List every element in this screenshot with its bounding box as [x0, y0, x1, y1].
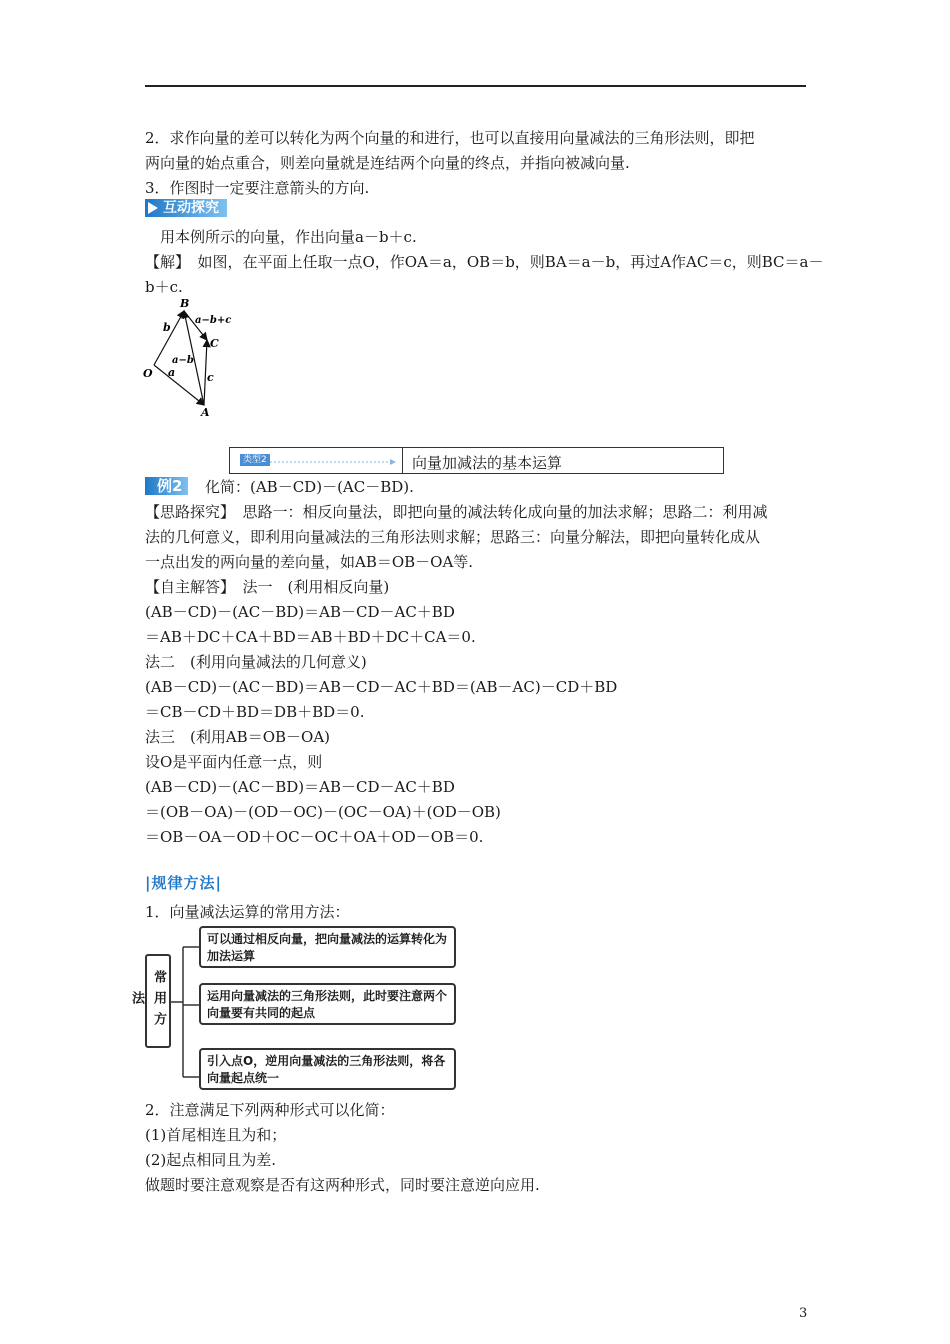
- page-number: 3: [799, 1306, 808, 1321]
- interactive-solution-line-2: b＋c.: [145, 278, 183, 296]
- intro-line-1: 2．求作向量的差可以转化为两个向量的和进行，也可以直接用向量减法的三角形法则，即把: [145, 129, 755, 147]
- solution-line-14: ＝OB－OA－OD＋OC－OC＋OA＋OD－OB＝0.: [145, 828, 484, 846]
- label-amb: a−b: [172, 355, 194, 366]
- solution-line-9: ＝CB－CD＋BD＝DB＋BD＝0.: [145, 703, 365, 721]
- label-ambpc: a−b+c: [195, 315, 232, 326]
- diagram-box-1: 可以通过相反向量，把向量减法的运算转化为加法运算: [199, 926, 456, 968]
- solution-line-13: ＝(OB－OA)－(OD－OC)－(OC－OA)＋(OD－OB): [145, 803, 501, 821]
- header-rule: [145, 85, 806, 87]
- law-heading-text: 规律方法: [151, 874, 216, 892]
- intro-line-2: 两向量的始点重合，则差向量就是连结两个向量的终点，并指向被减向量.: [145, 154, 630, 172]
- solution-line-10: 法三 (利用AB＝OB－OA): [145, 728, 331, 746]
- label-C: C: [210, 337, 219, 350]
- vector-figure: [140, 295, 250, 420]
- example-question: 化简：(AB－CD)－(AC－BD).: [205, 478, 414, 496]
- interactive-solution-line-1: 【解】 如图，在平面上任取一点O，作OA＝a，OB＝b，则BA＝a－b，再过A作AC＝c，则BC＝a－: [145, 253, 824, 271]
- law-heading: |规律方法|: [145, 874, 222, 892]
- solution-line-6: ＝AB＋DC＋CA＋BD＝AB＋BD＋DC＋CA＝0.: [145, 628, 476, 646]
- type-box: [229, 447, 724, 474]
- type-box-divider: [402, 448, 403, 473]
- label-B: B: [180, 297, 190, 310]
- law-line-2: 2．注意满足下列两种形式可以化简：: [145, 1101, 395, 1119]
- type-label: 类型2: [240, 454, 270, 466]
- type-box-left: [234, 452, 398, 468]
- example-tag: 例2: [145, 477, 188, 495]
- diagram-box-2: 运用向量减法的三角形法则，此时要注意两个向量要有共同的起点: [199, 983, 456, 1025]
- solution-line-4: 【自主解答】 法一 (利用相反向量): [145, 578, 390, 596]
- intro-line-3: 3．作图时一定要注意箭头的方向.: [145, 179, 370, 197]
- solution-line-1: 【思路探究】 思路一：相反向量法，即把向量的减法转化成向量的加法求解；思路二：利用减: [145, 503, 768, 521]
- law-item-1: 1．向量减法运算的常用方法：: [145, 903, 350, 921]
- diagram-center-box: 常用方法: [145, 954, 171, 1048]
- solution-line-3: 一点出发的两向量的差向量，如AB＝OB－OA等.: [145, 553, 474, 571]
- interactive-tag: 互动探究: [145, 199, 227, 217]
- solution-line-8: (AB－CD)－(AC－BD)＝AB－CD－AC＋BD＝(AB－AC)－CD＋BD: [145, 678, 618, 696]
- type-box-title: 向量加减法的基本运算: [412, 454, 563, 472]
- law-line-3: (1)首尾相连且为和；: [145, 1126, 287, 1144]
- solution-line-2: 法的几何意义，即利用向量减法的三角形法则求解；思路三：向量分解法，即把向量转化成从: [145, 528, 761, 546]
- interactive-question: 用本例所示的向量，作出向量a－b＋c.: [160, 228, 417, 246]
- label-c: c: [207, 371, 214, 384]
- solution-line-5: (AB－CD)－(AC－BD)＝AB－CD－AC＋BD: [145, 603, 455, 621]
- solution-line-7: 法二 (利用向量减法的几何意义): [145, 653, 367, 671]
- law-line-4: (2)起点相同且为差.: [145, 1151, 277, 1169]
- label-O: O: [143, 367, 153, 380]
- label-b: b: [163, 321, 171, 334]
- solution-line-11: 设O是平面内任意一点，则: [145, 753, 323, 771]
- label-A: A: [201, 406, 210, 419]
- diagram-box-3: 引入点O，逆用向量减法的三角形法则，将各向量起点统一: [199, 1048, 456, 1090]
- label-a: a: [168, 366, 176, 379]
- law-line-5: 做题时要注意观察是否有这两种形式，同时要注意逆向应用.: [145, 1176, 540, 1194]
- solution-line-12: (AB－CD)－(AC－BD)＝AB－CD－AC＋BD: [145, 778, 455, 796]
